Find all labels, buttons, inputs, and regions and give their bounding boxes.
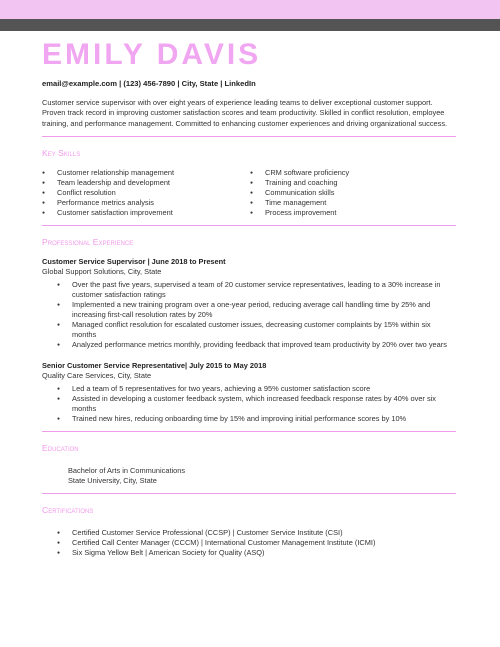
skills-column-right — [250, 168, 349, 218]
skill-item: ● Team leadership and development — [42, 178, 250, 188]
education-entry — [42, 466, 456, 486]
job-bullet: ● Trained new hires, reducing onboarding time by 15% and improving initial performance scores by 10% — [42, 414, 456, 424]
skills-section — [42, 168, 456, 218]
job-company: Global Support Solutions, City, State — [42, 267, 162, 277]
resume-page — [42, 38, 456, 558]
education-school: State University, City, State — [68, 476, 157, 486]
job-bullet: ● Managed conflict resolution for escalated customer issues, decreasing customer complaints by 15% within six months — [42, 320, 456, 340]
certifications-list — [42, 528, 456, 558]
skill-item: ● Conflict resolution — [42, 188, 250, 198]
contact-separator: | — [175, 79, 182, 88]
job-bullet: ● Over the past five years, supervised a team of 20 customer service representatives, leading to a 30% increase in customer satisfaction ratings — [42, 280, 456, 300]
job-title: Customer Service Supervisor | June 2018 to Present — [42, 257, 226, 267]
job-entry — [42, 361, 456, 424]
job-bullet: ● Led a team of 5 representatives for two years, achieving a 95% customer satisfaction score — [42, 384, 456, 394]
skill-item: ● Process improvement — [250, 208, 349, 218]
experience-heading: Professional Experience — [42, 237, 134, 248]
job-bullet: ● Analyzed performance metrics monthly, providing feedback that improved team productivity by 20% over two years — [42, 340, 456, 350]
job-entry — [42, 257, 456, 350]
education-heading: Education — [42, 443, 79, 454]
skill-item: ● Customer relationship management — [42, 168, 250, 178]
job-company: Quality Care Services, City, State — [42, 371, 152, 381]
contact-email[interactable]: email@example.com — [42, 79, 117, 88]
header-dark-band — [0, 19, 500, 31]
skill-item: ● Performance metrics analysis — [42, 198, 250, 208]
professional-summary: Customer service supervisor with over eight years of experience leading teams to deliver exceptional customer support. Proven track record in improving customer satisfaction scores and team productivity. Skilled in conflict resolution, employee training, and performance management. Committed to enhancing customer experiences and driving organizational success. — [42, 98, 448, 128]
contact-line — [42, 79, 456, 89]
skills-heading: Key Skills — [42, 148, 81, 159]
skill-item: ● Training and coaching — [250, 178, 349, 188]
contact-linkedin[interactable]: LinkedIn — [224, 79, 256, 88]
skill-item: ● Customer satisfaction improvement — [42, 208, 250, 218]
skills-column-left — [42, 168, 250, 218]
candidate-name: EMILY DAVIS — [42, 38, 262, 71]
section-divider — [42, 431, 456, 432]
job-bullets — [42, 280, 456, 350]
skill-item: ● CRM software proficiency — [250, 168, 349, 178]
section-divider — [42, 225, 456, 226]
contact-phone: (123) 456-7890 — [123, 79, 176, 88]
job-title: Senior Customer Service Representative| July 2015 to May 2018 — [42, 361, 267, 371]
skill-item: ● Time management — [250, 198, 349, 208]
contact-location: City, State — [181, 79, 219, 88]
certification-item: ● Six Sigma Yellow Belt | American Society for Quality (ASQ) — [42, 548, 456, 558]
section-divider — [42, 493, 456, 494]
job-bullet: ● Implemented a new training program over a one-year period, reducing average call handling time by 25% and increasing first-call resolution rates by 20% — [42, 300, 456, 320]
job-bullets — [42, 384, 456, 424]
certification-item: ● Certified Call Center Manager (CCCM) | International Customer Management Institute (ICMI) — [42, 538, 456, 548]
skill-item: ● Communication skills — [250, 188, 349, 198]
contact-separator: | — [116, 79, 124, 88]
section-divider — [42, 136, 456, 137]
job-bullet: ● Assisted in developing a customer feedback system, which increased feedback response rates by 40% over six months — [42, 394, 456, 414]
education-degree: Bachelor of Arts in Communications — [68, 466, 186, 476]
header-accent-band — [0, 0, 500, 19]
contact-separator: | — [218, 79, 225, 88]
certifications-heading: Certifications — [42, 505, 94, 516]
certification-item: ● Certified Customer Service Professional (CCSP) | Customer Service Institute (CSI) — [42, 528, 456, 538]
